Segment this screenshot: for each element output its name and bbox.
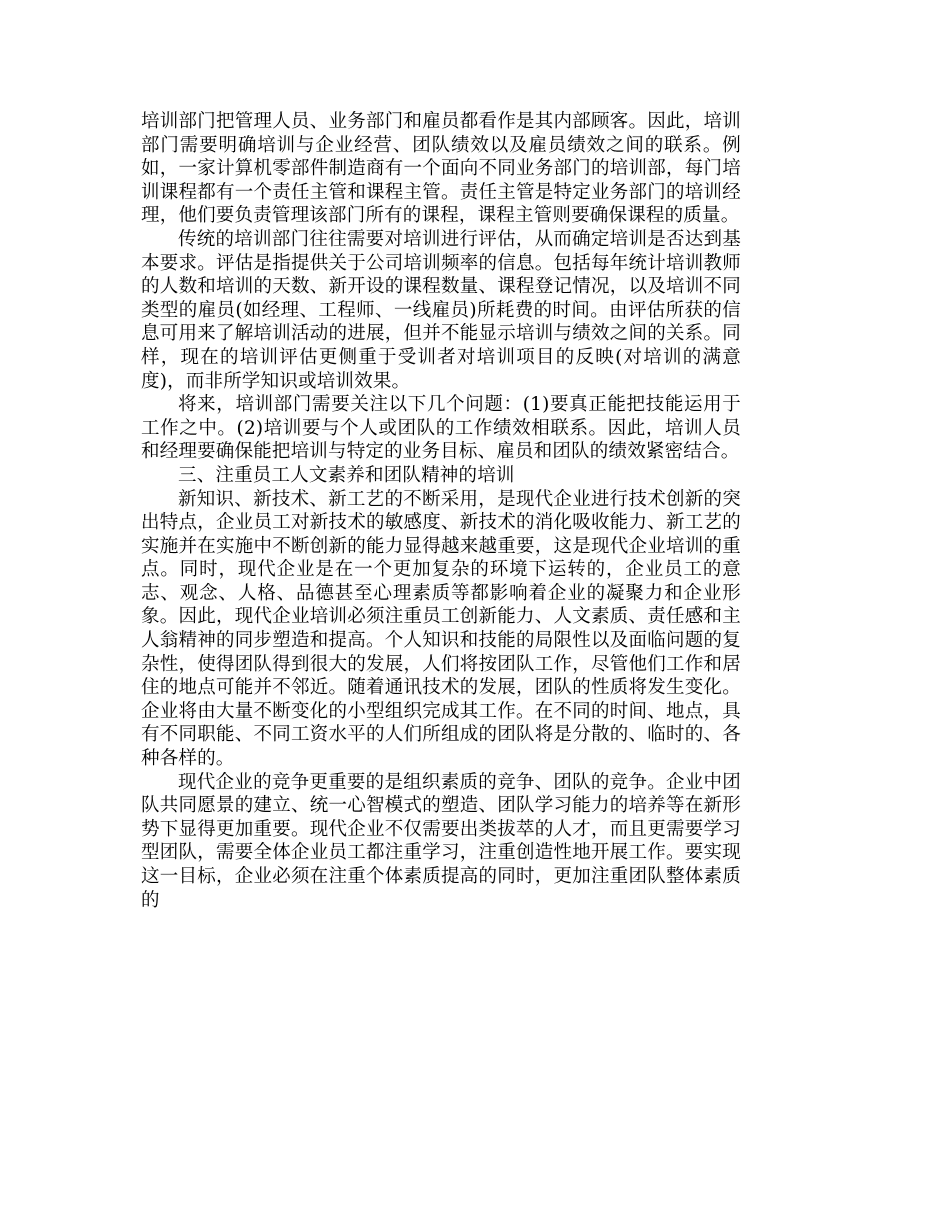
paragraph-4: 新知识、新技术、新工艺的不断采用，是现代企业进行技术创新的突出特点，企业员工对新技术的敏感度、新技术的消化吸收能力、新工艺的实施并在实施中不断创新的能力显得越来越重要，这是现代企业培训的重点。同时，现代企业是在一个更加复杂的环境下运转的，企业员工的意志、观念、人格、品德甚至心理素质等都影响着企业的凝聚力和企业形象。因此，现代企业培训必须注重员工创新能力、人文素质、责任感和主人翁精神的同步塑造和提高。个人知识和技能的局限性以及面临问题的复杂性，使得团队得到很大的发展，人们将按团队工作，尽管他们工作和居住的地点可能并不邻近。随着通讯技术的发展，团队的性质将发生变化。企业将由大量不断变化的小型组织完成其工作。在不同的时间、地点，具有不同职能、不同工资水平的人们所组成的团队将是分散的、临时的、各种各样的。: [141, 488, 741, 770]
section-heading: 三、注重员工人文素养和团队精神的培训: [178, 464, 515, 486]
paragraph-2: 传统的培训部门往往需要对培训进行评估，从而确定培训是否达到基本要求。评估是指提供关于公司培训频率的信息。包括每年统计培训教师的人数和培训的天数、新开设的课程数量、课程登记情况，以及培训不同类型的雇员(如经理、工程师、一线雇员)所耗费的时间。由评估所获的信息可用来了解培训活动的进展，但并不能显示培训与绩效之间的关系。同样，现在的培训评估更侧重于受训者对培训项目的反映(对培训的满意度)，而非所学知识或培训效果。: [141, 228, 741, 392]
paragraph-5: 现代企业的竞争更重要的是组织素质的竞争、团队的竞争。企业中团队共同愿景的建立、统一心智模式的塑造、团队学习能力的培养等在新形势下显得更加重要。现代企业不仅需要出类拔萃的人才，而且更需要学习型团队，需要全体企业员工都注重学习，注重创造性地开展工作。要实现这一目标，企业必须在注重个体素质提高的同时，更加注重团队整体素质的: [141, 771, 741, 911]
paragraph-1: 培训部门把管理人员、业务部门和雇员都看作是其内部顾客。因此，培训部门需要明确培训与企业经营、团队绩效以及雇员绩效之间的联系。例如，一家计算机零部件制造商有一个面向不同业务部门的培训部，每门培训课程都有一个责任主管和课程主管。责任主管是特定业务部门的培训经理，他们要负责管理该部门所有的课程，课程主管则要确保课程的质量。: [141, 111, 741, 227]
document-body: [141, 110, 741, 912]
paragraph-3: 将来，培训部门需要关注以下几个问题：(1)要真正能把技能运用于工作之中。(2)培训要与个人或团队的工作绩效相联系。因此，培训人员和经理要确保能把培训与特定的业务目标、雇员和团队的绩效紧密结合。: [141, 394, 741, 463]
